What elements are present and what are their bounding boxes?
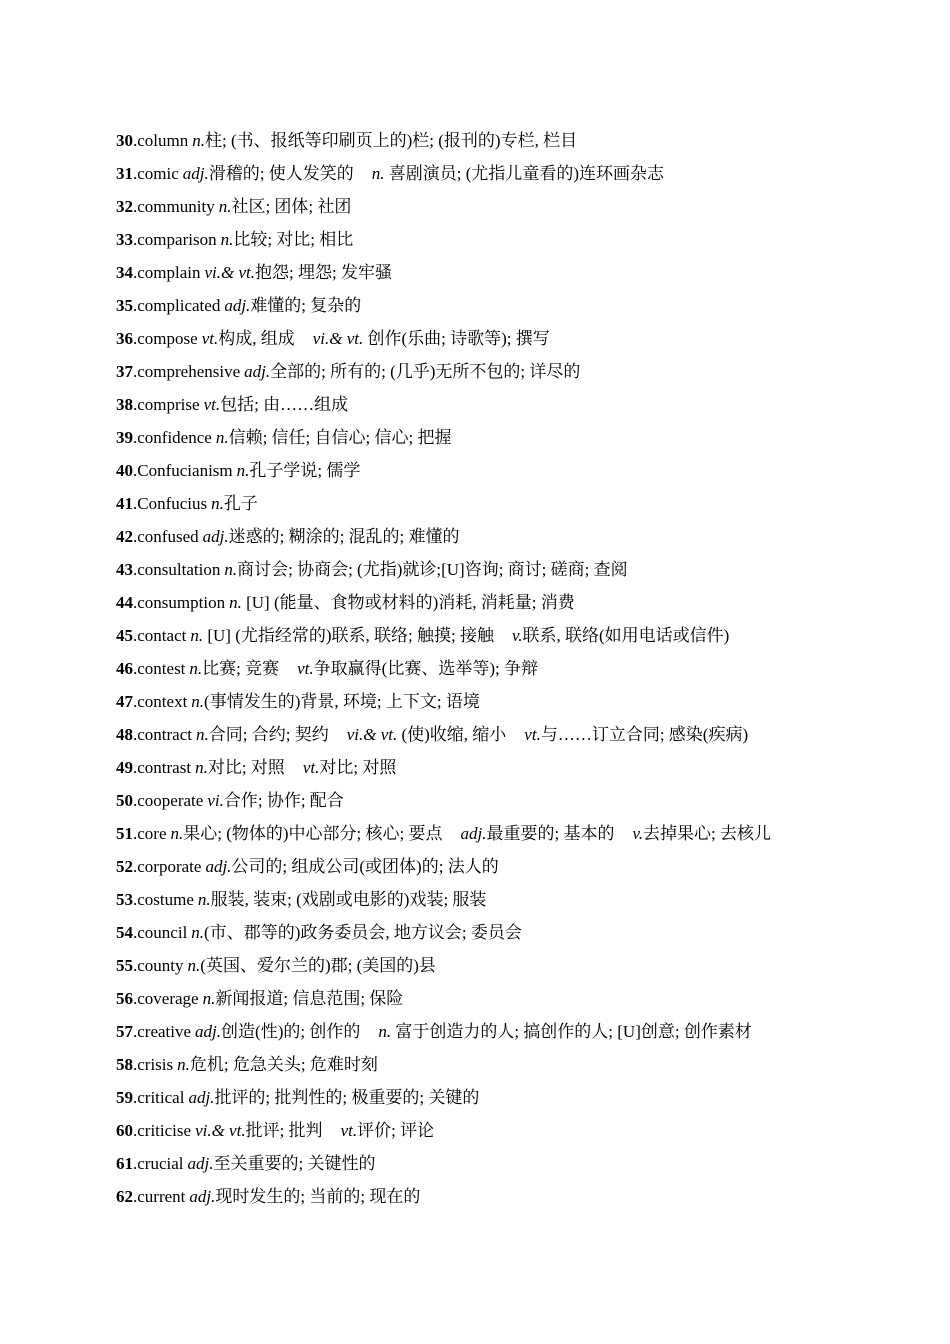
part-of-speech: vt.: [340, 1121, 358, 1140]
vocab-entry: [116, 1185, 916, 1218]
entry-number: 33: [116, 230, 133, 249]
vocab-entry: [116, 855, 916, 888]
part-of-speech: v.: [511, 626, 523, 645]
definition: 评价; 评论: [357, 1121, 435, 1140]
part-of-speech: vi.& vt.: [312, 329, 364, 348]
entry-separator: .: [133, 725, 138, 744]
part-of-speech: n.: [197, 890, 211, 909]
definition: 至关重要的; 关键性的: [213, 1154, 376, 1173]
part-of-speech: n.: [371, 164, 385, 183]
headword: comparison: [137, 230, 217, 249]
entry-separator: .: [133, 131, 138, 150]
definition: 构成, 组成: [218, 329, 295, 348]
headword: consultation: [137, 560, 221, 579]
headword: column: [137, 131, 189, 150]
entry-number: 52: [116, 857, 133, 876]
entry-number: 57: [116, 1022, 133, 1041]
entry-number: 42: [116, 527, 133, 546]
vocab-entry: [116, 921, 916, 954]
definition: 孔子: [223, 494, 258, 513]
part-of-speech: vi.& vt.: [204, 263, 256, 282]
part-of-speech: adj.: [224, 296, 251, 315]
vocab-entry: [116, 888, 916, 921]
entry-separator: .: [133, 1088, 138, 1107]
vocab-entry: [116, 591, 916, 624]
entry-number: 58: [116, 1055, 133, 1074]
definition: 危机; 危急关头; 危难时刻: [189, 1055, 378, 1074]
definition: 创造(性)的; 创作的: [221, 1022, 361, 1041]
entry-separator: .: [133, 923, 138, 942]
definition: [U] (能量、食物或材料的)消耗, 消耗量; 消费: [241, 593, 575, 612]
entry-number: 32: [116, 197, 133, 216]
entry-separator: .: [133, 758, 138, 777]
vocab-entry: [116, 657, 916, 690]
part-of-speech: n.: [191, 692, 205, 711]
definition: 合同; 合约; 契约: [208, 725, 329, 744]
headword: costume: [137, 890, 194, 909]
headword: comprehensive: [137, 362, 241, 381]
definition: 比赛; 竞赛: [202, 659, 280, 678]
entry-number: 59: [116, 1088, 133, 1107]
entry-separator: .: [133, 956, 138, 975]
entry-separator: .: [133, 593, 138, 612]
vocab-entry: [116, 1053, 916, 1086]
entry-separator: .: [133, 626, 138, 645]
vocab-entry: [116, 1119, 916, 1152]
entry-number: 53: [116, 890, 133, 909]
part-of-speech: vi.& vt.: [195, 1121, 246, 1140]
part-of-speech: adj.: [187, 1154, 214, 1173]
vocab-entry: [116, 987, 916, 1020]
vocab-entry: [116, 525, 916, 558]
definition: 与……订立合同; 感染(疾病): [540, 725, 749, 744]
definition: 全部的; 所有的; (几乎)无所不包的; 详尽的: [270, 362, 581, 381]
definition: 去掉果心; 去核儿: [643, 824, 772, 843]
entry-number: 48: [116, 725, 133, 744]
entry-separator: .: [133, 263, 138, 282]
entry-separator: .: [133, 857, 138, 876]
definition: 新闻报道; 信息范围; 保险: [215, 989, 404, 1008]
vocab-entry: [116, 426, 916, 459]
part-of-speech: n.: [190, 626, 204, 645]
entry-separator: .: [133, 197, 138, 216]
vocab-entry: [116, 723, 916, 756]
headword: contact: [137, 626, 187, 645]
headword: contract: [137, 725, 192, 744]
definition: 迷惑的; 糊涂的; 混乱的; 难懂的: [228, 527, 460, 546]
vocab-entry: [116, 822, 916, 855]
part-of-speech: n.: [192, 131, 205, 150]
headword: Confucius: [137, 494, 208, 513]
headword: crisis: [137, 1055, 174, 1074]
part-of-speech: vt.: [297, 659, 314, 678]
vocab-entry: [116, 756, 916, 789]
vocab-entry: [116, 459, 916, 492]
entry-separator: .: [133, 659, 138, 678]
part-of-speech: adj.: [244, 362, 271, 381]
entry-number: 62: [116, 1187, 133, 1206]
definition: 果心; (物体的)中心部分; 核心; 要点: [183, 824, 443, 843]
entry-separator: .: [133, 1187, 138, 1206]
part-of-speech: n.: [220, 230, 234, 249]
entry-separator: .: [133, 791, 138, 810]
definition: (事情发生的)背景, 环境; 上下文; 语境: [204, 692, 480, 711]
entry-separator: .: [133, 890, 138, 909]
vocab-entry: [116, 624, 916, 657]
definition: 合作; 协作; 配合: [223, 791, 344, 810]
part-of-speech: n.: [236, 461, 250, 480]
headword: council: [137, 923, 188, 942]
headword: county: [137, 956, 184, 975]
part-of-speech: v.: [632, 824, 644, 843]
headword: confused: [137, 527, 199, 546]
part-of-speech: adj.: [188, 1088, 215, 1107]
headword: criticise: [137, 1121, 192, 1140]
definition: 创作(乐曲; 诗歌等); 撰写: [363, 329, 550, 348]
headword: corporate: [137, 857, 202, 876]
entry-number: 44: [116, 593, 133, 612]
part-of-speech: n.: [229, 593, 242, 612]
definition: 公司的; 组成公司(或团体)的; 法人的: [231, 857, 499, 876]
entry-number: 40: [116, 461, 133, 480]
part-of-speech: n.: [170, 824, 184, 843]
entry-separator: .: [133, 230, 138, 249]
vocab-entry: [116, 690, 916, 723]
entry-separator: .: [133, 395, 138, 414]
entry-number: 50: [116, 791, 133, 810]
vocab-entry: [116, 294, 916, 327]
headword: complain: [137, 263, 201, 282]
entry-number: 49: [116, 758, 133, 777]
definition: 对比; 对照: [207, 758, 285, 777]
headword: coverage: [137, 989, 199, 1008]
definition: [U] (尤指经常的)联系, 联络; 触摸; 接触: [203, 626, 494, 645]
headword: crucial: [137, 1154, 184, 1173]
definition: 服装, 装束; (戏剧或电影的)戏装; 服装: [210, 890, 487, 909]
part-of-speech: adj.: [189, 1187, 216, 1206]
vocab-entry: [116, 261, 916, 294]
definition: 批评; 批判: [245, 1121, 323, 1140]
definition: 比较; 对比; 相比: [233, 230, 354, 249]
part-of-speech: adj.: [195, 1022, 222, 1041]
definition: 对比; 对照: [319, 758, 397, 777]
entry-separator: .: [133, 692, 138, 711]
part-of-speech: adj.: [205, 857, 232, 876]
headword: consumption: [137, 593, 226, 612]
definition: 联系, 联络(如用电话或信件): [522, 626, 730, 645]
entry-number: 51: [116, 824, 133, 843]
headword: creative: [137, 1022, 192, 1041]
part-of-speech: n.: [211, 494, 224, 513]
part-of-speech: n.: [191, 923, 205, 942]
vocab-entry: [116, 162, 916, 195]
definition: 富于创造力的人; 搞创作的人; [U]创意; 创作素材: [391, 1022, 752, 1041]
vocabulary-list: [116, 129, 916, 1218]
definition: 难懂的; 复杂的: [250, 296, 362, 315]
entry-number: 41: [116, 494, 133, 513]
entry-number: 56: [116, 989, 133, 1008]
entry-separator: .: [133, 428, 138, 447]
definition: 最重要的; 基本的: [486, 824, 615, 843]
part-of-speech: n.: [195, 758, 208, 777]
entry-separator: .: [133, 1154, 138, 1173]
entry-separator: .: [133, 527, 138, 546]
part-of-speech: n.: [202, 989, 216, 1008]
headword: critical: [137, 1088, 185, 1107]
entry-number: 38: [116, 395, 133, 414]
part-of-speech: n.: [224, 560, 238, 579]
headword: community: [137, 197, 215, 216]
headword: current: [137, 1187, 186, 1206]
vocab-entry: [116, 393, 916, 426]
headword: contest: [137, 659, 186, 678]
definition: (使)收缩, 缩小: [397, 725, 507, 744]
definition: (市、郡等的)政务委员会, 地方议会; 委员会: [204, 923, 522, 942]
entry-number: 61: [116, 1154, 133, 1173]
headword: contrast: [137, 758, 192, 777]
part-of-speech: adj.: [202, 527, 229, 546]
definition: (英国、爱尔兰的)郡; (美国的)县: [200, 956, 436, 975]
entry-separator: .: [133, 296, 138, 315]
entry-separator: .: [133, 1121, 138, 1140]
entry-separator: .: [133, 824, 138, 843]
part-of-speech: vt.: [302, 758, 320, 777]
headword: comic: [137, 164, 179, 183]
vocab-entry: [116, 492, 916, 525]
part-of-speech: n.: [215, 428, 229, 447]
vocab-entry: [116, 954, 916, 987]
entry-number: 45: [116, 626, 133, 645]
headword: context: [137, 692, 188, 711]
vocab-entry: [116, 327, 916, 360]
headword: core: [137, 824, 167, 843]
definition: 喜剧演员; (尤指儿童看的)连环画杂志: [384, 164, 665, 183]
definition: 社区; 团体; 社团: [231, 197, 352, 216]
headword: cooperate: [137, 791, 204, 810]
definition: 信赖; 信任; 自信心; 信心; 把握: [228, 428, 452, 447]
definition: 柱; (书、报纸等印刷页上的)栏; (报刊的)专栏, 栏目: [205, 131, 578, 150]
entry-separator: .: [133, 362, 138, 381]
part-of-speech: vt.: [524, 725, 541, 744]
part-of-speech: adj.: [182, 164, 209, 183]
part-of-speech: n.: [378, 1022, 392, 1041]
entry-number: 46: [116, 659, 133, 678]
part-of-speech: vi.& vt.: [346, 725, 398, 744]
entry-number: 60: [116, 1121, 133, 1140]
headword: compose: [137, 329, 198, 348]
definition: 孔子学说; 儒学: [249, 461, 361, 480]
definition: 争取赢得(比赛、选举等); 争辩: [313, 659, 538, 678]
entry-number: 37: [116, 362, 133, 381]
entry-number: 47: [116, 692, 133, 711]
entry-number: 43: [116, 560, 133, 579]
part-of-speech: n.: [218, 197, 232, 216]
entry-separator: .: [133, 461, 138, 480]
part-of-speech: vi.: [207, 791, 224, 810]
headword: Confucianism: [137, 461, 233, 480]
vocab-entry: [116, 558, 916, 591]
vocab-entry: [116, 360, 916, 393]
vocab-entry: [116, 228, 916, 261]
headword: confidence: [137, 428, 212, 447]
entry-number: 55: [116, 956, 133, 975]
entry-separator: .: [133, 494, 138, 513]
headword: complicated: [137, 296, 221, 315]
entry-number: 36: [116, 329, 133, 348]
definition: 现时发生的; 当前的; 现在的: [215, 1187, 421, 1206]
definition: 抱怨; 埋怨; 发牢骚: [255, 263, 392, 282]
vocab-entry: [116, 195, 916, 228]
vocab-entry: [116, 789, 916, 822]
part-of-speech: adj.: [460, 824, 487, 843]
definition: 批评的; 批判性的; 极重要的; 关键的: [214, 1088, 480, 1107]
entry-number: 31: [116, 164, 133, 183]
part-of-speech: vt.: [203, 395, 221, 414]
definition: 滑稽的; 使人发笑的: [208, 164, 354, 183]
headword: comprise: [137, 395, 200, 414]
entry-number: 34: [116, 263, 133, 282]
entry-number: 54: [116, 923, 133, 942]
entry-separator: .: [133, 1055, 138, 1074]
definition: 商讨会; 协商会; (尤指)就诊;[U]咨询; 商讨; 磋商; 查阅: [237, 560, 628, 579]
vocab-entry: [116, 1086, 916, 1119]
vocab-entry: [116, 1020, 916, 1053]
entry-separator: .: [133, 164, 138, 183]
entry-number: 39: [116, 428, 133, 447]
part-of-speech: n.: [189, 659, 203, 678]
entry-separator: .: [133, 560, 138, 579]
entry-number: 35: [116, 296, 133, 315]
part-of-speech: vt.: [201, 329, 219, 348]
vocab-entry: [116, 1152, 916, 1185]
entry-number: 30: [116, 131, 133, 150]
definition: 包括; 由……组成: [220, 395, 349, 414]
part-of-speech: n.: [177, 1055, 190, 1074]
entry-separator: .: [133, 1022, 138, 1041]
vocab-entry: [116, 129, 916, 162]
part-of-speech: n.: [187, 956, 201, 975]
entry-separator: .: [133, 329, 138, 348]
entry-separator: .: [133, 989, 138, 1008]
part-of-speech: n.: [196, 725, 209, 744]
